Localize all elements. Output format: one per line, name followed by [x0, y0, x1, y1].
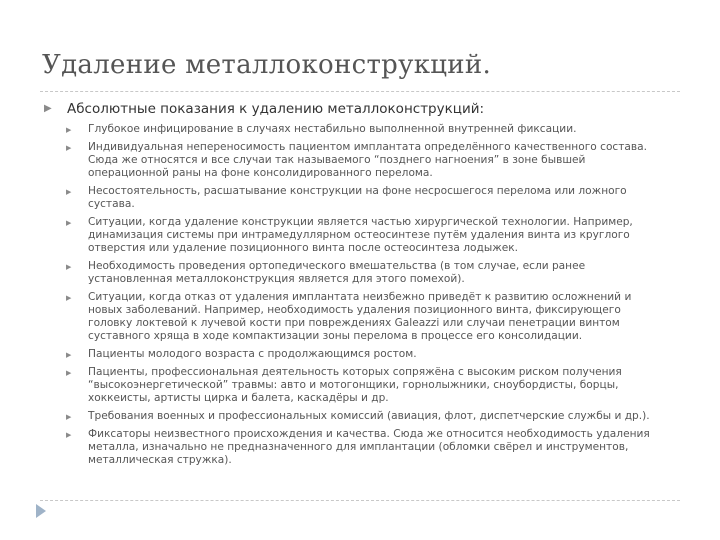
list-item-text: динамизация системы при интрамедуллярном остеосинтезе путём удаления винта из круглого: [88, 229, 630, 241]
list-item: [66, 123, 706, 136]
list-item: [66, 216, 706, 255]
list-item-text: отверстия или удаление позиционного винта после остеосинтеза лодыжек.: [88, 242, 519, 254]
bullet-arrow-icon: ▶: [66, 219, 72, 227]
list-item-text: “высокоэнергетической” травмы: авто и мотогонщики, горнолыжники, сноубордисты, борцы,: [88, 379, 619, 391]
list-item: [66, 141, 706, 180]
list-item: [66, 428, 706, 467]
list-item-text: Несостоятельность, расшатывание конструкции на фоне несросшегося перелома или ложного: [88, 185, 627, 197]
list-item-text: операционной раны на фоне консолидированного перелома.: [88, 167, 433, 179]
bullet-arrow-icon: ▶: [66, 351, 72, 359]
indications-list: [66, 123, 706, 472]
list-item: [66, 185, 706, 211]
list-item-text: Ситуации, когда отказ от удаления имплантата неизбежно приведёт к развитию осложнений и: [88, 291, 632, 303]
list-item-text: суставного хряща в ходе компактизации зоны перелома в процессе его консолидации.: [88, 330, 583, 342]
list-item-text: сустава.: [88, 198, 135, 210]
list-item-text: установленная металлоконструкция является для этого помехой).: [88, 273, 465, 285]
list-item-text: Ситуации, когда удаление конструкции является частью хирургической технологии. Например,: [88, 216, 633, 228]
bottom-divider: [40, 500, 680, 501]
list-item-text: Глубокое инфицирование в случаях нестабильно выполненной внутренней фиксации.: [88, 123, 577, 135]
bullet-arrow-icon: ▶: [66, 413, 72, 421]
slide-corner-arrow-icon: [36, 504, 46, 518]
list-item-text: металла, изначально не предназначенного для имплантации (обломки свёрел и инструментов,: [88, 441, 629, 453]
list-item-text: Требования военных и профессиональных комиссий (авиация, флот, диспетчерские службы и др.).: [88, 410, 650, 422]
list-item-text: металлическая стружка).: [88, 454, 232, 466]
slide-title: Удаление металлоконструкций.: [42, 50, 492, 80]
list-item: [66, 260, 706, 286]
bullet-arrow-icon: ▶: [66, 431, 72, 439]
list-item-text: хоккеисты, артисты цирка и балета, каскадёры и др.: [88, 392, 389, 404]
list-item-text: Необходимость проведения ортопедического вмешательства (в том случае, если ранее: [88, 260, 586, 272]
bullet-arrow-icon: ▶: [66, 126, 72, 134]
list-item-text: Сюда же относятся и все случаи так называемого “позднего нагноения” в зоне бывшей: [88, 154, 586, 166]
list-item-text: Пациенты молодого возраста с продолжающимся ростом.: [88, 348, 417, 360]
list-item: [66, 348, 706, 361]
bullet-arrow-icon: ▶: [66, 188, 72, 196]
list-item-text: новых заболеваний. Например, необходимость удаления позиционного винта, фиксирующего: [88, 304, 621, 316]
list-item: [66, 410, 706, 423]
bullet-arrow-icon: ▶: [44, 103, 52, 114]
bullet-arrow-icon: ▶: [66, 263, 72, 271]
bullet-arrow-icon: ▶: [66, 294, 72, 302]
list-item-text: головку локтевой к лучевой кости при повреждениях Galeazzi или случаи пенетрации винтом: [88, 317, 620, 329]
top-divider: [40, 91, 680, 92]
list-item-text: Фиксаторы неизвестного происхождения и качества. Сюда же относится необходимость удаления: [88, 428, 650, 440]
bullet-arrow-icon: ▶: [66, 144, 72, 152]
list-item-text: Индивидуальная непереносимость пациентом имплантата определённого качественного состава.: [88, 141, 648, 153]
list-item: [66, 366, 706, 405]
list-item-text: Пациенты, профессиональная деятельность которых сопряжёна с высоким риском получения: [88, 366, 622, 378]
list-item: [66, 291, 706, 343]
main-bullet-text: Абсолютные показания к удалению металлоконструкций:: [67, 101, 485, 117]
bullet-arrow-icon: ▶: [66, 369, 72, 377]
